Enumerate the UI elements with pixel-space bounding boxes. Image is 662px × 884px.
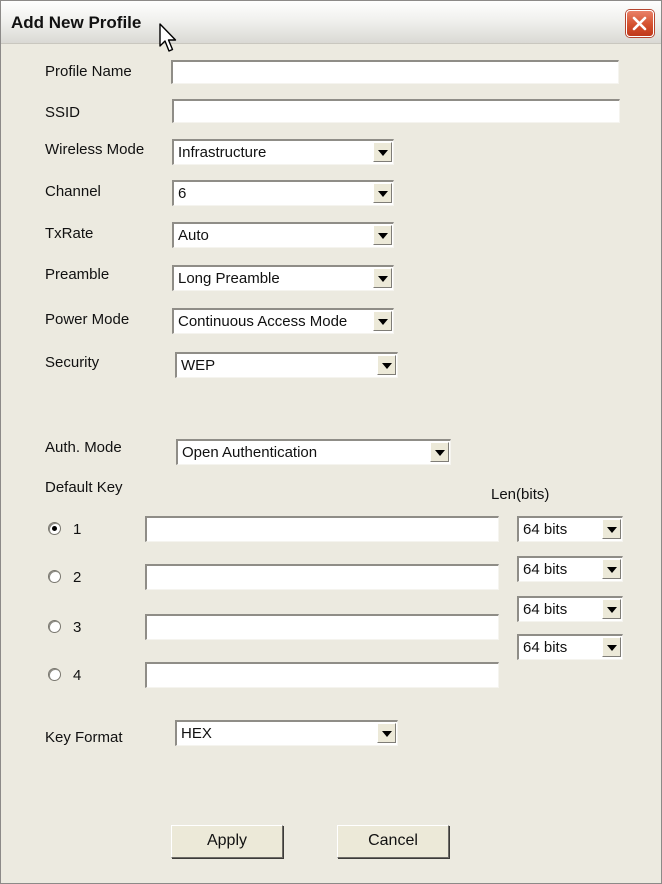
auth-mode-select[interactable]	[176, 439, 451, 465]
chevron-down-icon[interactable]	[430, 442, 449, 462]
profile-name-input[interactable]	[171, 60, 619, 84]
power-mode-select[interactable]	[172, 308, 394, 334]
chevron-down-icon[interactable]	[602, 637, 621, 657]
txrate-select[interactable]	[172, 222, 394, 248]
chevron-down-icon[interactable]	[373, 142, 392, 162]
cancel-button[interactable]: Cancel	[337, 825, 449, 858]
txrate-value: Auto	[178, 227, 209, 244]
close-icon	[632, 16, 647, 31]
chevron-down-icon[interactable]	[373, 183, 392, 203]
wireless-mode-select[interactable]	[172, 139, 394, 165]
key-3-number: 3	[73, 619, 82, 636]
key-1-number: 1	[73, 521, 82, 538]
ssid-label: SSID	[45, 104, 81, 121]
wireless-mode-label: Wireless Mode	[45, 141, 145, 158]
key-length-header: Len(bits)	[491, 486, 550, 503]
key-4-radio[interactable]	[48, 668, 61, 681]
security-select[interactable]	[175, 352, 398, 378]
key-1-radio[interactable]	[48, 522, 61, 535]
txrate-label: TxRate	[45, 225, 94, 242]
preamble-label: Preamble	[45, 266, 110, 283]
auth-mode-value: Open Authentication	[182, 444, 318, 461]
chevron-down-icon[interactable]	[602, 559, 621, 579]
chevron-down-icon[interactable]	[602, 599, 621, 619]
key-3-length-select[interactable]	[517, 596, 623, 622]
security-label: Security	[45, 354, 100, 371]
key-3-length-value: 64 bits	[523, 601, 568, 618]
key-3-input[interactable]	[145, 614, 499, 640]
preamble-select[interactable]	[172, 265, 394, 291]
chevron-down-icon[interactable]	[602, 519, 621, 539]
power-mode-value: Continuous Access Mode	[178, 313, 348, 330]
dialog-title: Add New Profile	[11, 13, 142, 32]
key-2-number: 2	[73, 569, 82, 586]
chevron-down-icon[interactable]	[377, 723, 396, 743]
key-2-radio[interactable]	[48, 570, 61, 583]
key-1-length-value: 64 bits	[523, 521, 568, 538]
ssid-input[interactable]	[172, 99, 620, 123]
key-4-input[interactable]	[145, 662, 499, 688]
channel-value: 6	[178, 185, 187, 202]
key-1-input[interactable]	[145, 516, 499, 542]
chevron-down-icon[interactable]	[377, 355, 396, 375]
key-format-label: Key Format	[45, 729, 123, 746]
chevron-down-icon[interactable]	[373, 268, 392, 288]
security-value: WEP	[181, 357, 216, 374]
auth-mode-label: Auth. Mode	[45, 439, 122, 456]
key-4-length-value: 64 bits	[523, 639, 568, 656]
channel-select[interactable]	[172, 180, 394, 206]
default-key-label: Default Key	[45, 479, 123, 496]
chevron-down-icon[interactable]	[373, 311, 392, 331]
channel-label: Channel	[45, 183, 101, 200]
key-1-length-select[interactable]	[517, 516, 623, 542]
mouse-cursor-icon	[159, 23, 181, 55]
preamble-value: Long Preamble	[178, 270, 280, 287]
title-bar[interactable]	[1, 1, 661, 44]
key-2-input[interactable]	[145, 564, 499, 590]
key-2-length-select[interactable]	[517, 556, 623, 582]
key-4-number: 4	[73, 667, 82, 684]
close-button[interactable]	[626, 10, 654, 37]
key-2-length-value: 64 bits	[523, 561, 568, 578]
chevron-down-icon[interactable]	[373, 225, 392, 245]
profile-name-label: Profile Name	[45, 63, 132, 80]
key-4-length-select[interactable]	[517, 634, 623, 660]
key-format-select[interactable]	[175, 720, 398, 746]
power-mode-label: Power Mode	[45, 311, 130, 328]
apply-button[interactable]: Apply	[171, 825, 283, 858]
wireless-mode-value: Infrastructure	[178, 144, 267, 161]
key-3-radio[interactable]	[48, 620, 61, 633]
key-format-value: HEX	[181, 725, 212, 742]
